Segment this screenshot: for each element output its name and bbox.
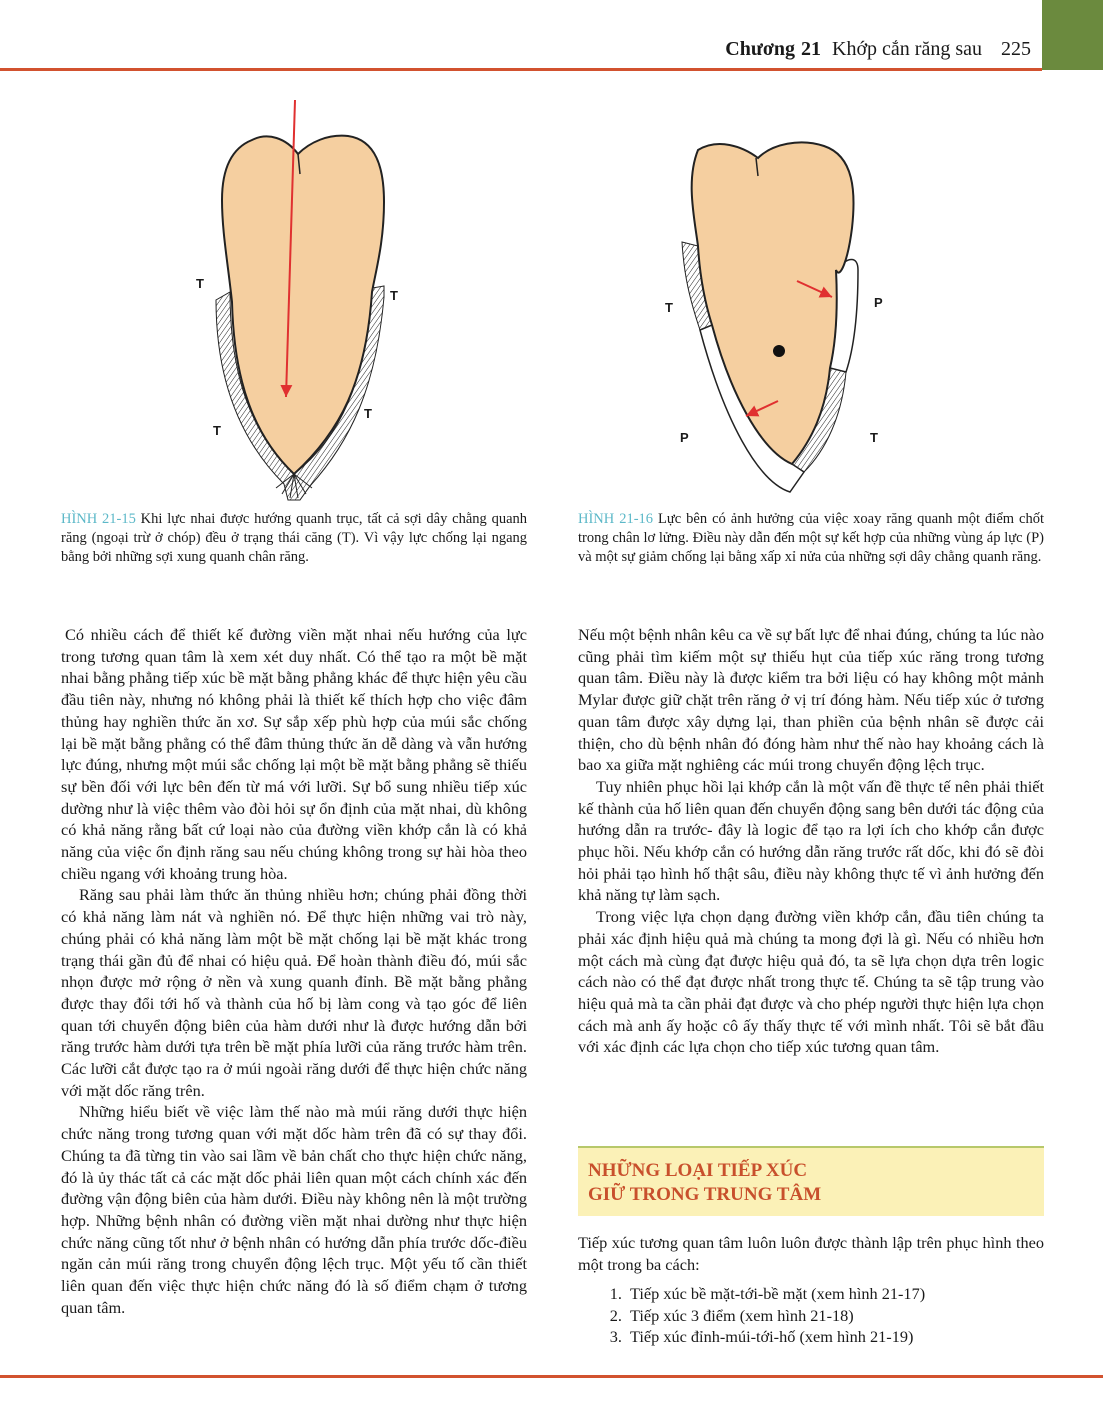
label-t-right: T — [870, 430, 878, 445]
page-number: 225 — [1001, 38, 1031, 60]
list-item: 3. Tiếp xúc đỉnh-múi-tới-hố (xem hình 21-19) — [626, 1326, 1066, 1348]
corner-tab — [1042, 0, 1103, 70]
label-p-left: P — [680, 430, 689, 445]
paragraph: Trong việc lựa chọn dạng đường viền khớp cắn, đầu tiên chúng ta phải xác định hiệu quả mà chúng ta mong đợi là gì. Nếu có nhiều hơn một cách mà cùng đạt được hiệu quả đó, ta sẽ lựa chọn dựa trên logic cách nào có thể đạt được nhất trong thực tế. Chúng ta sẽ tập trung vào hiệu quả mà ta cần phải đạt được và cho phép người thực hiện lựa chọn cách mà anh ấy hoặc cô ấy thấy thực tế với mình nhất. Tôi sẽ bắt đầu với xác định các lựa chọn cho tiếp xúc tương quan tâm. — [578, 907, 1044, 1057]
list-item: 1. Tiếp xúc bề mặt-tới-bề mặt (xem hình 21-17) — [626, 1283, 1066, 1305]
chapter-title: Khớp cắn răng sau — [832, 38, 982, 60]
paragraph: Những hiểu biết về việc làm thế nào mà múi răng dưới thực hiện chức năng trong tương quan với mặt dốc hàm trên đã có sự thay đổi. Chúng ta đã từng tin vào sai lầm về bản chất cho thực hiện chức năng, đó là ủy thác tất cả các mặt dốc phải liên quan một cách chính xác đến đường vận động biên của hàm dưới. Điều này không nên là một trường hợp. Những bệnh nhân có đường viền mặt nhai dường như thực hiện chức năng cũng tốt như ở bệnh nhân có hướng dẫn phía trước dốc-điều ngăn cản múi răng trong chuyển động lệch trục. Một yếu tố cần thiết liên quan đến việc thực hiện chức năng đó là số điểm chạm ở tương quan tâm. — [61, 1102, 527, 1317]
caption-label: HÌNH 21-15 — [61, 511, 136, 527]
paragraph: Tiếp xúc tương quan tâm luôn luôn được thành lập trên phục hình theo một trong ba cách: — [578, 1233, 1044, 1274]
label-t-lower-left: T — [213, 423, 221, 438]
paragraph: Tuy nhiên phục hồi lại khớp cắn là một vấn đề thực tế nên phải thiết kế thành của hố liên quan đến chuyển động sang bên dưới tác động của hướng dẫn ra trước- đây là logic để tạo ra lợi ích cho khớp cắn được phục hồi. Nếu khớp cắn có hướng dẫn răng trước rất dốc, khi đó sẽ đòi hỏi phải tạo hình hố thật sâu, điều này không thực tế vì ảnh hưởng đến khả năng tự làm sạch. — [578, 776, 1044, 905]
caption-text: Lực bên có ảnh hưởng của việc xoay răng quanh một điểm chốt trong chân lơ lửng. Điều này dẫn đến một sự kết hợp của những vùng áp lực (P) và một sự giảm chống lại bằng xấp xỉ nửa của những sợi dây chằng quanh răng. — [578, 511, 1044, 565]
section-title-line-2: GIỮ TRONG TRUNG TÂM — [588, 1184, 822, 1205]
figure-21-16 — [640, 120, 900, 505]
left-column — [61, 624, 527, 1319]
section-title — [588, 1159, 821, 1207]
right-column — [578, 624, 1044, 1058]
chapter-number: 21 — [801, 38, 822, 60]
section-intro — [578, 1232, 1044, 1275]
figure-21-15 — [180, 92, 440, 504]
list-item: 2. Tiếp xúc 3 điểm (xem hình 21-18) — [626, 1305, 1066, 1327]
label-t-upper-left: T — [196, 276, 204, 291]
label-p-right: P — [874, 295, 883, 310]
section-heading-box — [578, 1146, 1044, 1216]
contact-types-list — [596, 1283, 1066, 1348]
rotation-pivot-dot — [773, 345, 785, 357]
paragraph: Răng sau phải làm thức ăn thủng nhiều hơn; chúng phải đồng thời có khả năng làm nát và nghiền nó. Để thực hiện những vai trò này, chúng phải có khả năng làm một bề mặt chống lại bề mặt khác trong trạng thái gần đủ để nhai có hiệu quả. Để hoàn thành điều đó, múi sắc nhọn được mở rộng ở nền và xung quanh đỉnh. Bề mặt bằng phẳng được thay đổi tới hố và thành của hố bị làm cong và tạo góc để liên quan tới chuyển động biên của hàm dưới như là được hướng dẫn bởi răng trước hàm dưới tựa trên bề mặt phía lưỡi của răng trước hàm trên. Các lưỡi cắt được tạo ra ở múi ngoài răng dưới để thực hiện chức năng với mặt dốc răng trên. — [61, 885, 527, 1100]
label-t-left: T — [665, 300, 673, 315]
label-t-lower-right: T — [364, 406, 372, 421]
paragraph: Nếu một bệnh nhân kêu ca về sự bất lực để nhai đúng, chúng ta lúc nào cũng phải tìm kiếm một sự thiếu hụt của tiếp xúc răng trong tương quan tâm. Điều này là được kiểm tra bởi liệu có hay không một mảnh Mylar được giữ chặt trên răng ở vị trí đóng hàm. Nếu tiếp xúc ở tương quan tâm được xây dựng lại, than phiền của bệnh nhân sẽ được cải thiện, cho dù bệnh nhân đó đóng hàm như thế nào hay khoảng cách là bao xa giữa mặt nghiêng các múi trong chuyển động lệch trục. — [578, 625, 1044, 775]
label-t-upper-right: T — [390, 288, 398, 303]
section-title-line-1: NHỮNG LOẠI TIẾP XÚC — [588, 1160, 808, 1181]
caption-label: HÌNH 21-16 — [578, 511, 654, 527]
caption-figure-21-15 — [61, 510, 527, 567]
caption-text: Khi lực nhai được hướng quanh trục, tất cả sợi dây chằng quanh răng (ngoại trừ ở chóp) đều ở trạng thái căng (T). Vì vậy lực chống lại ngang bằng bởi những sợi xung quanh chân răng. — [61, 511, 528, 565]
paragraph: Có nhiều cách để thiết kế đường viền mặt nhai nếu hướng của lực trong tương quan tâm là xem xét duy nhất. Có thể tạo ra một bề mặt nhai bằng phẳng tiếp xúc bề mặt bằng phẳng khác để thực hiện yêu cầu đầu tiên này, nhưng nó không phải là thiết kế thích hợp cho việc đâm thủng hay nghiền thức ăn xơ. Sự sắp xếp phù hợp của múi sắc chống lại bề mặt bằng phẳng có thể đâm thủng thức ăn dễ dàng và vẫn hướng lực đúng, nhưng một múi sắc chống lại một bề mặt bằng phẳng sẽ thiếu sự bền đối với lực bên đến từ má với lưỡi. Sự bổ sung nhiều tiếp xúc dường như là việc thêm vào đòi hỏi sự ổn định của mặt nhai, dù không có khả năng rằng bất cứ loại nào của đường viền khớp cắn là có khả năng của việc ổn định răng sau nếu chúng không trong sự hài hòa theo chiều ngang với khoảng trung hòa. — [61, 625, 527, 883]
caption-figure-21-16 — [578, 510, 1044, 567]
header-rule — [0, 68, 1042, 71]
footer-rule — [0, 1375, 1103, 1378]
chapter-label: Chương — [725, 38, 796, 60]
running-head — [725, 38, 1031, 61]
